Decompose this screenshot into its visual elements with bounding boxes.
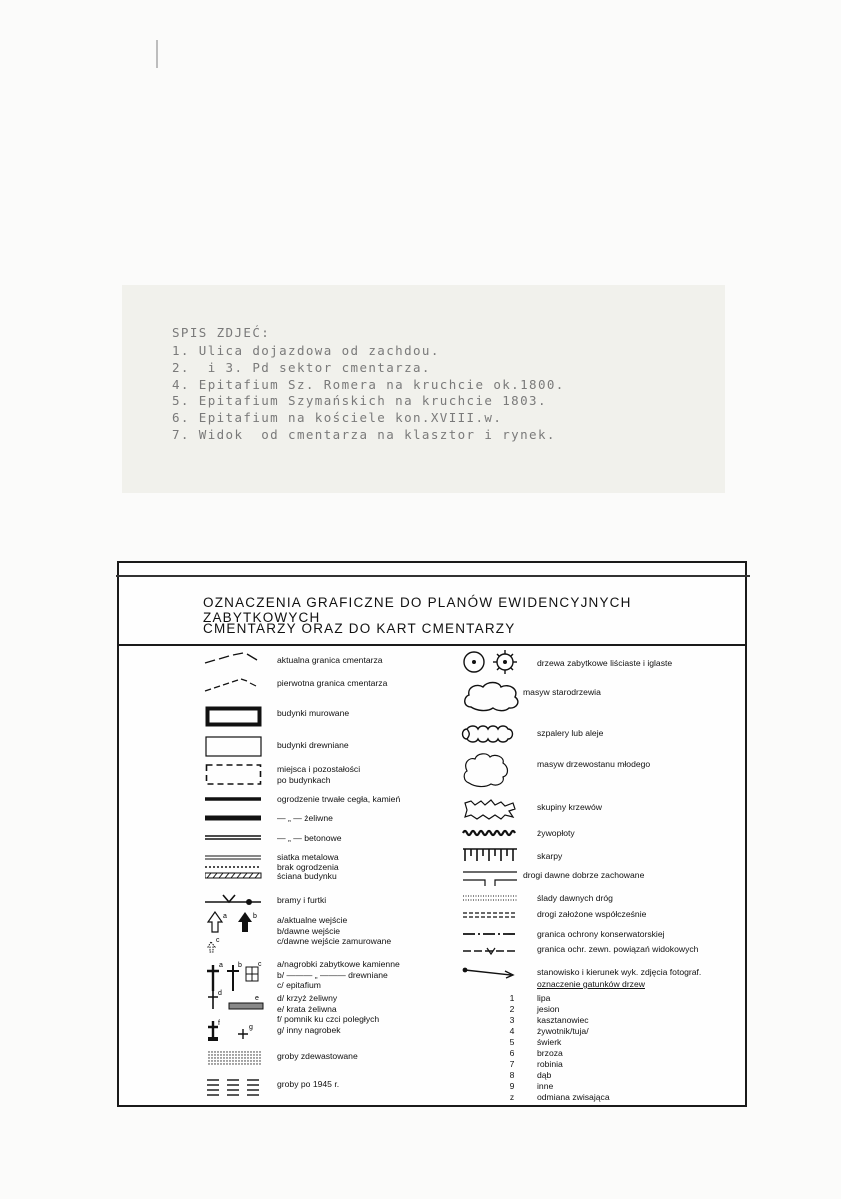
tree-circles-symbol	[461, 649, 525, 675]
species-number: 5	[509, 1037, 515, 1047]
svg-text:b: b	[238, 962, 242, 969]
cloud-outline-symbol	[461, 679, 523, 713]
photo-list-item: 4. Epitafium Sz. Romera na kruchcie ok.1800.	[172, 376, 565, 392]
gate-line-symbol	[205, 892, 263, 906]
photo-list-item: 2. i 3. Pd sektor cmentarza.	[172, 359, 431, 375]
fence-lines-symbol	[205, 854, 263, 880]
legend-label-permanent-fence: ogrodzenie trwałe cegła, kamień	[277, 794, 401, 804]
legend-label-young-stand: masyw drzewostanu młodego	[537, 759, 651, 769]
photo-list-items	[172, 343, 565, 444]
current-boundary-symbol	[203, 651, 263, 665]
species-number: 8	[509, 1070, 515, 1080]
avenue-loops-symbol	[461, 725, 523, 743]
double-thick-line-symbol	[205, 813, 263, 823]
photo-list-heading: SPIS ZDJEĆ:	[172, 325, 271, 340]
photo-list-card	[122, 285, 725, 493]
species-name: jesion	[537, 1004, 560, 1014]
arrow-line-symbol	[461, 965, 523, 979]
legend-label-current-boundary: aktualna granica cmentarza	[277, 655, 383, 665]
legend-label-old-roads: drogi dawne dobrze zachowane	[523, 870, 645, 880]
photo-list-item: 7. Widok od cmentarza na klasztor i rynek.	[172, 426, 556, 442]
species-number: z	[509, 1092, 515, 1102]
svg-text:c: c	[258, 961, 262, 968]
legend-label-entrances: a/aktualne wejście b/dawne wejście c/dawne wejście zamurowane	[277, 915, 392, 946]
cross-grate-symbol	[205, 989, 265, 1013]
legend-label-old-stand: masyw starodrzewia	[523, 687, 601, 697]
species-name: żywotnik/tuja/	[537, 1026, 589, 1036]
legend-label-shrubs: skupiny krzewów	[537, 802, 602, 812]
species-name: dąb	[537, 1070, 552, 1080]
legend-label-modern-roads: drogi założone współcześnie	[537, 909, 647, 919]
legend-label-protection-boundary: granica ochrony konserwatorskiej	[537, 929, 665, 939]
legend-label-concrete-fence: — „ — betonowe	[277, 833, 342, 843]
tomb-crosses-symbol	[205, 959, 263, 993]
legend-label-fence-types: siatka metalowa brak ogrodzenia ściana budynku	[277, 852, 339, 881]
memorial-symbol	[205, 1017, 265, 1043]
svg-text:f: f	[218, 1020, 220, 1027]
species-name: robinia	[537, 1059, 563, 1069]
slope-line-symbol	[461, 847, 523, 863]
legend-label-original-boundary: pierwotna granica cmentarza	[277, 678, 388, 688]
legend-label-devastated-graves: groby zdewastowane	[277, 1051, 358, 1061]
legend-label-historic-trees: drzewa zabytkowe liściaste i iglaste	[537, 658, 673, 668]
legend-label-cross-grate: d/ krzyż żeliwny e/ krata żeliwna f/ pomnik ku czci poległych g/ inny nagrobek	[277, 993, 380, 1035]
arrow-dash-line-symbol	[461, 945, 523, 957]
original-boundary-symbol	[203, 675, 263, 693]
entrance-arrows-symbol	[205, 910, 263, 954]
species-number: 7	[509, 1059, 515, 1069]
legend-title-line2: CMENTARZY ORAZ DO KART CMENTARZY	[203, 621, 516, 636]
dash-dot-line-symbol	[461, 930, 523, 938]
species-name: lipa	[537, 993, 551, 1003]
species-number: 6	[509, 1048, 515, 1058]
legend-label-gates: bramy i furtki	[277, 895, 327, 905]
species-name: inne	[537, 1081, 554, 1091]
species-number: 2	[509, 1004, 515, 1014]
svg-text:g: g	[249, 1024, 253, 1031]
dashed-rectangle-symbol	[205, 763, 263, 787]
svg-text:b: b	[253, 913, 257, 920]
legend-label-road-traces: ślady dawnych dróg	[537, 893, 613, 903]
legend-label-post-1945-graves: groby po 1945 r.	[277, 1079, 340, 1089]
species-number: 4	[509, 1026, 515, 1036]
svg-text:e: e	[255, 995, 259, 1002]
dotted-patch-symbol	[205, 1048, 265, 1068]
svg-text:a: a	[223, 913, 227, 920]
legend-card	[117, 561, 747, 1107]
species-name: brzoza	[537, 1048, 563, 1058]
thick-line-symbol	[205, 795, 263, 803]
legend-label-slopes: skarpy	[537, 851, 563, 861]
species-number: 9	[509, 1081, 515, 1091]
medium-line-symbol	[205, 833, 263, 841]
species-heading: oznaczenie gatunków drzew	[537, 979, 645, 989]
species-name: kasztanowiec	[537, 1015, 589, 1025]
photo-list-item: 5. Epitafium Szymańskich na kruchcie 1803.	[172, 393, 547, 409]
road-lines-symbol	[461, 868, 523, 888]
legend-top-rule	[116, 575, 750, 577]
grave-lines-symbol	[205, 1077, 265, 1099]
legend-label-building-remains: miejsca i pozostałości po budynkach	[277, 764, 361, 785]
species-number: 1	[509, 993, 515, 1003]
legend-label-avenues: szpalery lub aleje	[537, 728, 604, 738]
species-name: świerk	[537, 1037, 562, 1047]
shrub-outline-symbol	[461, 797, 523, 823]
legend-label-photo-position: stanowisko i kierunek wyk. zdjęcia fotograf.	[537, 967, 702, 977]
legend-label-view-boundary: granica ochr. zewn. powiązań widokowych	[537, 944, 699, 954]
legend-label-tombstones: a/nagrobki zabytkowe kamienne b/ ——— „ ——— drewniane c/ epitafium	[277, 959, 400, 990]
thick-rectangle-symbol	[205, 706, 263, 728]
svg-text:a: a	[219, 962, 223, 969]
hedge-line-symbol	[461, 828, 523, 838]
species-name: odmiana zwisająca	[537, 1092, 610, 1102]
dotted-road-symbol	[461, 894, 523, 902]
legend-label-cast-iron-fence: — „ — żeliwne	[277, 813, 333, 823]
small-cloud-symbol	[461, 749, 513, 789]
species-number: 3	[509, 1015, 515, 1025]
svg-text:d: d	[218, 990, 222, 997]
corner-mark	[156, 40, 158, 68]
legend-title-line1: OZNACZENIA GRAFICZNE DO PLANÓW EWIDENCYJNYCH ZABYTKOWYCH	[203, 595, 632, 625]
dashed-road-symbol	[461, 911, 523, 919]
photo-list-item: 6. Epitafium na kościele kon.XVIII.w.	[172, 410, 503, 426]
legend-label-brick-buildings: budynki murowane	[277, 708, 350, 718]
svg-text:c: c	[216, 937, 220, 944]
legend-label-wooden-buildings: budynki drewniane	[277, 740, 349, 750]
legend-label-hedges: żywopłoty	[537, 828, 575, 838]
photo-list-item: 1. Ulica dojazdowa od zachdou.	[172, 343, 440, 358]
thin-rectangle-symbol	[205, 736, 263, 758]
legend-title-rule	[119, 644, 745, 646]
